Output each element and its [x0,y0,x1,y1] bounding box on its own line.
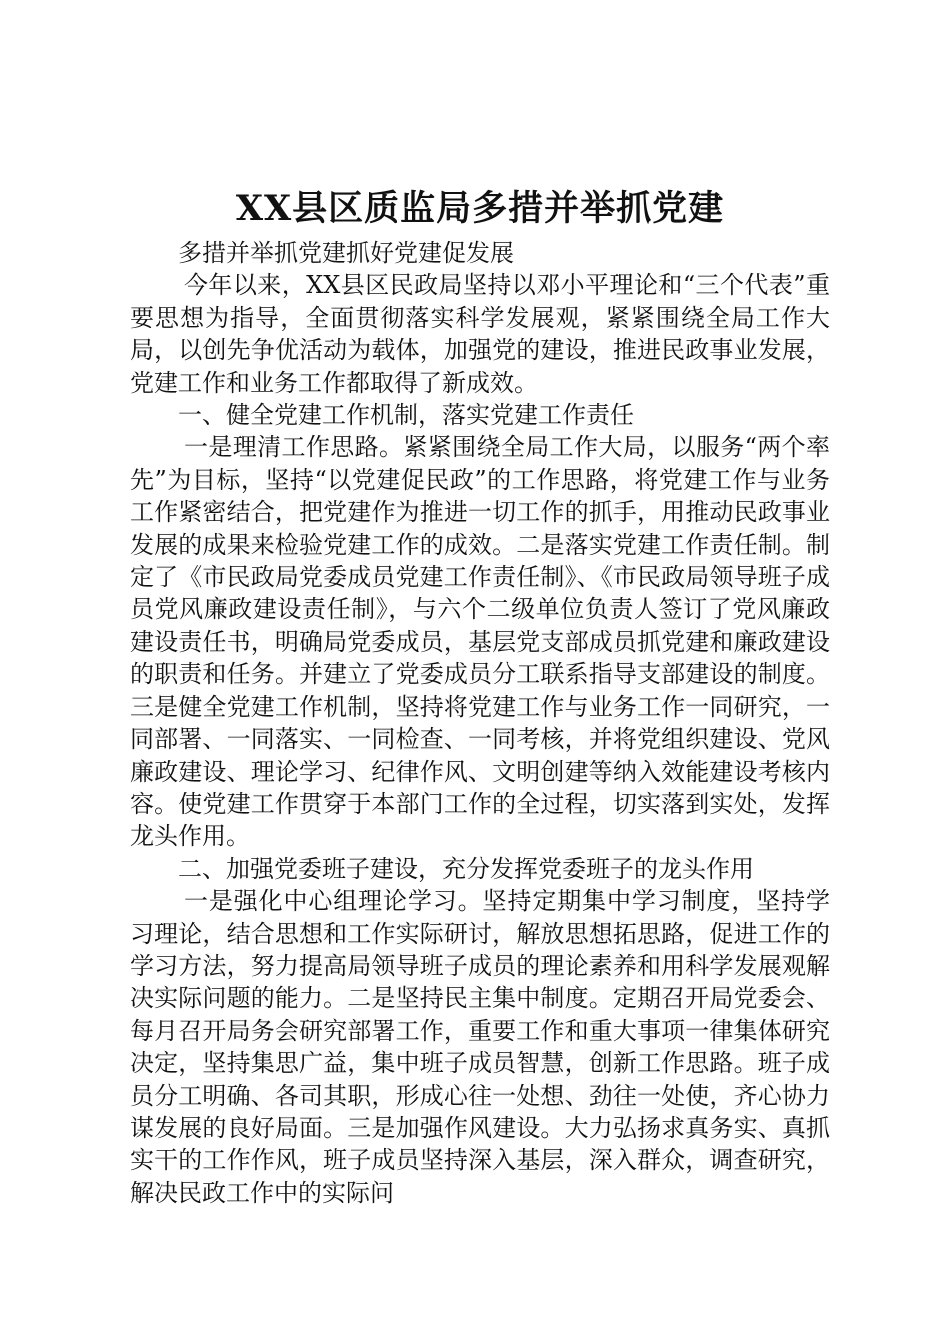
document-subtitle: 多措并举抓党建抓好党建促发展 [178,239,514,267]
document-title: XX县区质监局多措并举抓党建 [235,188,725,229]
section-1-body: 一是理清工作思路。紧紧围绕全局工作大局，以服务“两个率先”为目标，坚持“以党建促民政”的工作思路，将党建工作与业务工作紧密结合，把党建作为推进一切工作的抓手，用推动民政事业发展的成果来检验党建工作的成效。二是落实党建工作责任制。制定了《市民政局党委成员党建工作责任制》、《市民政局领导班子成员党风廉政建设责任制》，与六个二级单位负责人签订了党风廉政建设责任书，明确局党委成员，基层党支部成员抓党建和廉政建设的职责和任务。并建立了党委成员分工联系指导支部建设的制度。三是健全党建工作机制，坚持将党建工作与业务工作一同研究，一同部署、一同落实、一同检查、一同考核，并将党组织建设、党风廉政建设、理论学习、纪律作风、文明创建等纳入效能建设考核内容。使党建工作贯穿于本部门工作的全过程，切实落到实处，发挥龙头作用。 [130,433,830,851]
section-1-heading: 一、健全党建工作机制，落实党建工作责任 [178,401,634,430]
section-2-heading: 二、加强党委班子建设，充分发挥党委班子的龙头作用 [178,854,754,883]
intro-paragraph: 今年以来，XX县区民政局坚持以邓小平理论和“三个代表”重要思想为指导，全面贯彻落实科学发展观，紧紧围绕全局工作大局，以创先争优活动为载体，加强党的建设，推进民政事业发展，党建工作和业务工作都取得了新成效。 [130,271,830,397]
section-2-body: 一是强化中心组理论学习。坚持定期集中学习制度，坚持学习理论，结合思想和工作实际研讨，解放思想拓思路，促进工作的学习方法，努力提高局领导班子成员的理论素养和用科学发展观解决实际问题的能力。二是坚持民主集中制度。定期召开局党委会、每月召开局务会研究部署工作，重要工作和重大事项一律集体研究决定，坚持集思广益，集中班子成员智慧，创新工作思路。班子成员分工明确、各司其职，形成心往一处想、劲往一处使，齐心协力谋发展的良好局面。三是加强作风建设。大力弘扬求真务实、真抓实干的工作作风，班子成员坚持深入基层，深入群众，调查研究，解决民政工作中的实际问 [130,887,830,1207]
document-page [130,185,830,1209]
